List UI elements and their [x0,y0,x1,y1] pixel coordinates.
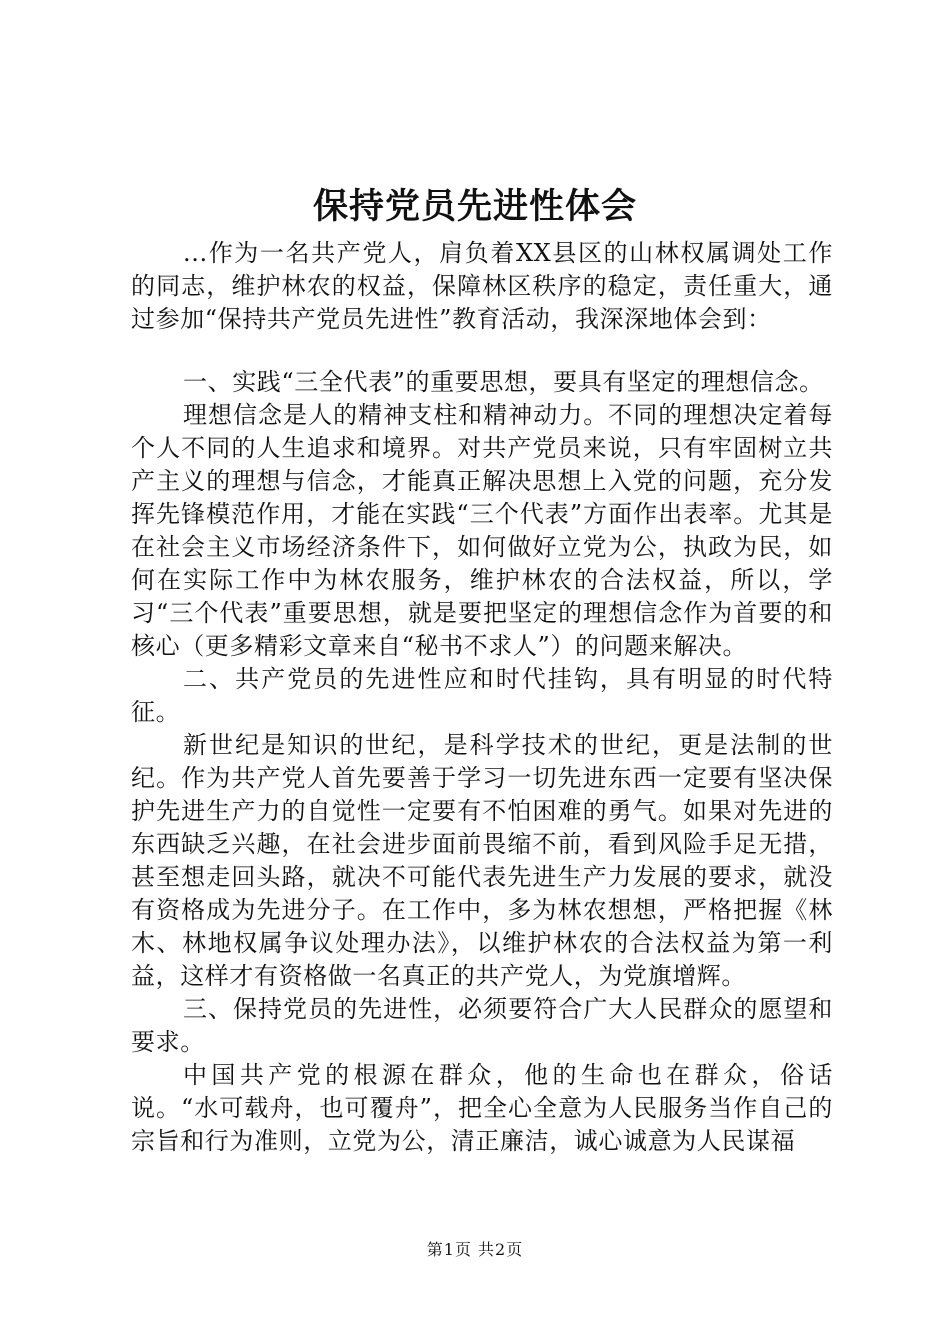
section-body-3: 中国共产党的根源在群众，他的生命也在群众，俗话说。“水可载舟，也可覆舟”，把全心全意为人民服务当作自己的宗旨和行为准则，立党为公，清正廉洁，诚心诚意为人民谋福 [131,1061,833,1155]
section-heading-2: 二、共产党员的先进性应和时代挂钩，具有明显的时代特征。 [131,665,833,726]
page-footer: 第1页 共2页 [426,1240,524,1259]
document-body [131,237,833,1158]
paragraph-gap [131,336,833,366]
section-heading-1: 一、实践“三全代表”的重要思想，要具有坚定的理想信念。 [183,368,824,396]
section-body-2: 新世纪是知识的世纪，是科学技术的世纪，更是法制的世纪。作为共产党人首先要善于学习一切先进东西一定要有坚决保护先进生产力的自觉性一定要有不怕困难的勇气。如果对先进的东西缺乏兴趣，在社会进步面前畏缩不前，看到风险手足无措，甚至想走回头路，就决不可能代表先进生产力发展的要求，就没有资格成为先进分子。在工作中，多为林农想想，严格把握《林木、林地权属争议处理办法》，以维护林农的合法权益为第一利益，这样才有资格做一名真正的共产党人，为党旗增辉。 [131,731,833,990]
intro-paragraph: ...作为一名共产党人，肩负着XX县区的山林权属调处工作的同志，维护林农的权益，保障林区秩序的稳定，责任重大，通过参加“保持共产党员先进性”教育活动，我深深地体会到： [131,239,833,333]
section-body-1: 理想信念是人的精神支柱和精神动力。不同的理想决定着每个人不同的人生追求和境界。对共产党员来说，只有牢固树立共产主义的理想与信念，才能真正解决思想上入党的问题，充分发挥先锋模范作用，才能在实践“三个代表”方面作出表率。尤其是在社会主义市场经济条件下，如何做好立党为公，执政为民，如何在实际工作中为林农服务，维护林农的合法权益，所以，学习“三个代表”重要思想，就是要把坚定的理想信念作为首要的和核心（更多精彩文章来自“秘书不求人”）的问题来解决。 [131,401,833,660]
section-heading-3: 三、保持党员的先进性，必须要符合广大人民群众的愿望和要求。 [131,995,833,1056]
document-title: 保持党员先进性体会 [312,186,637,227]
